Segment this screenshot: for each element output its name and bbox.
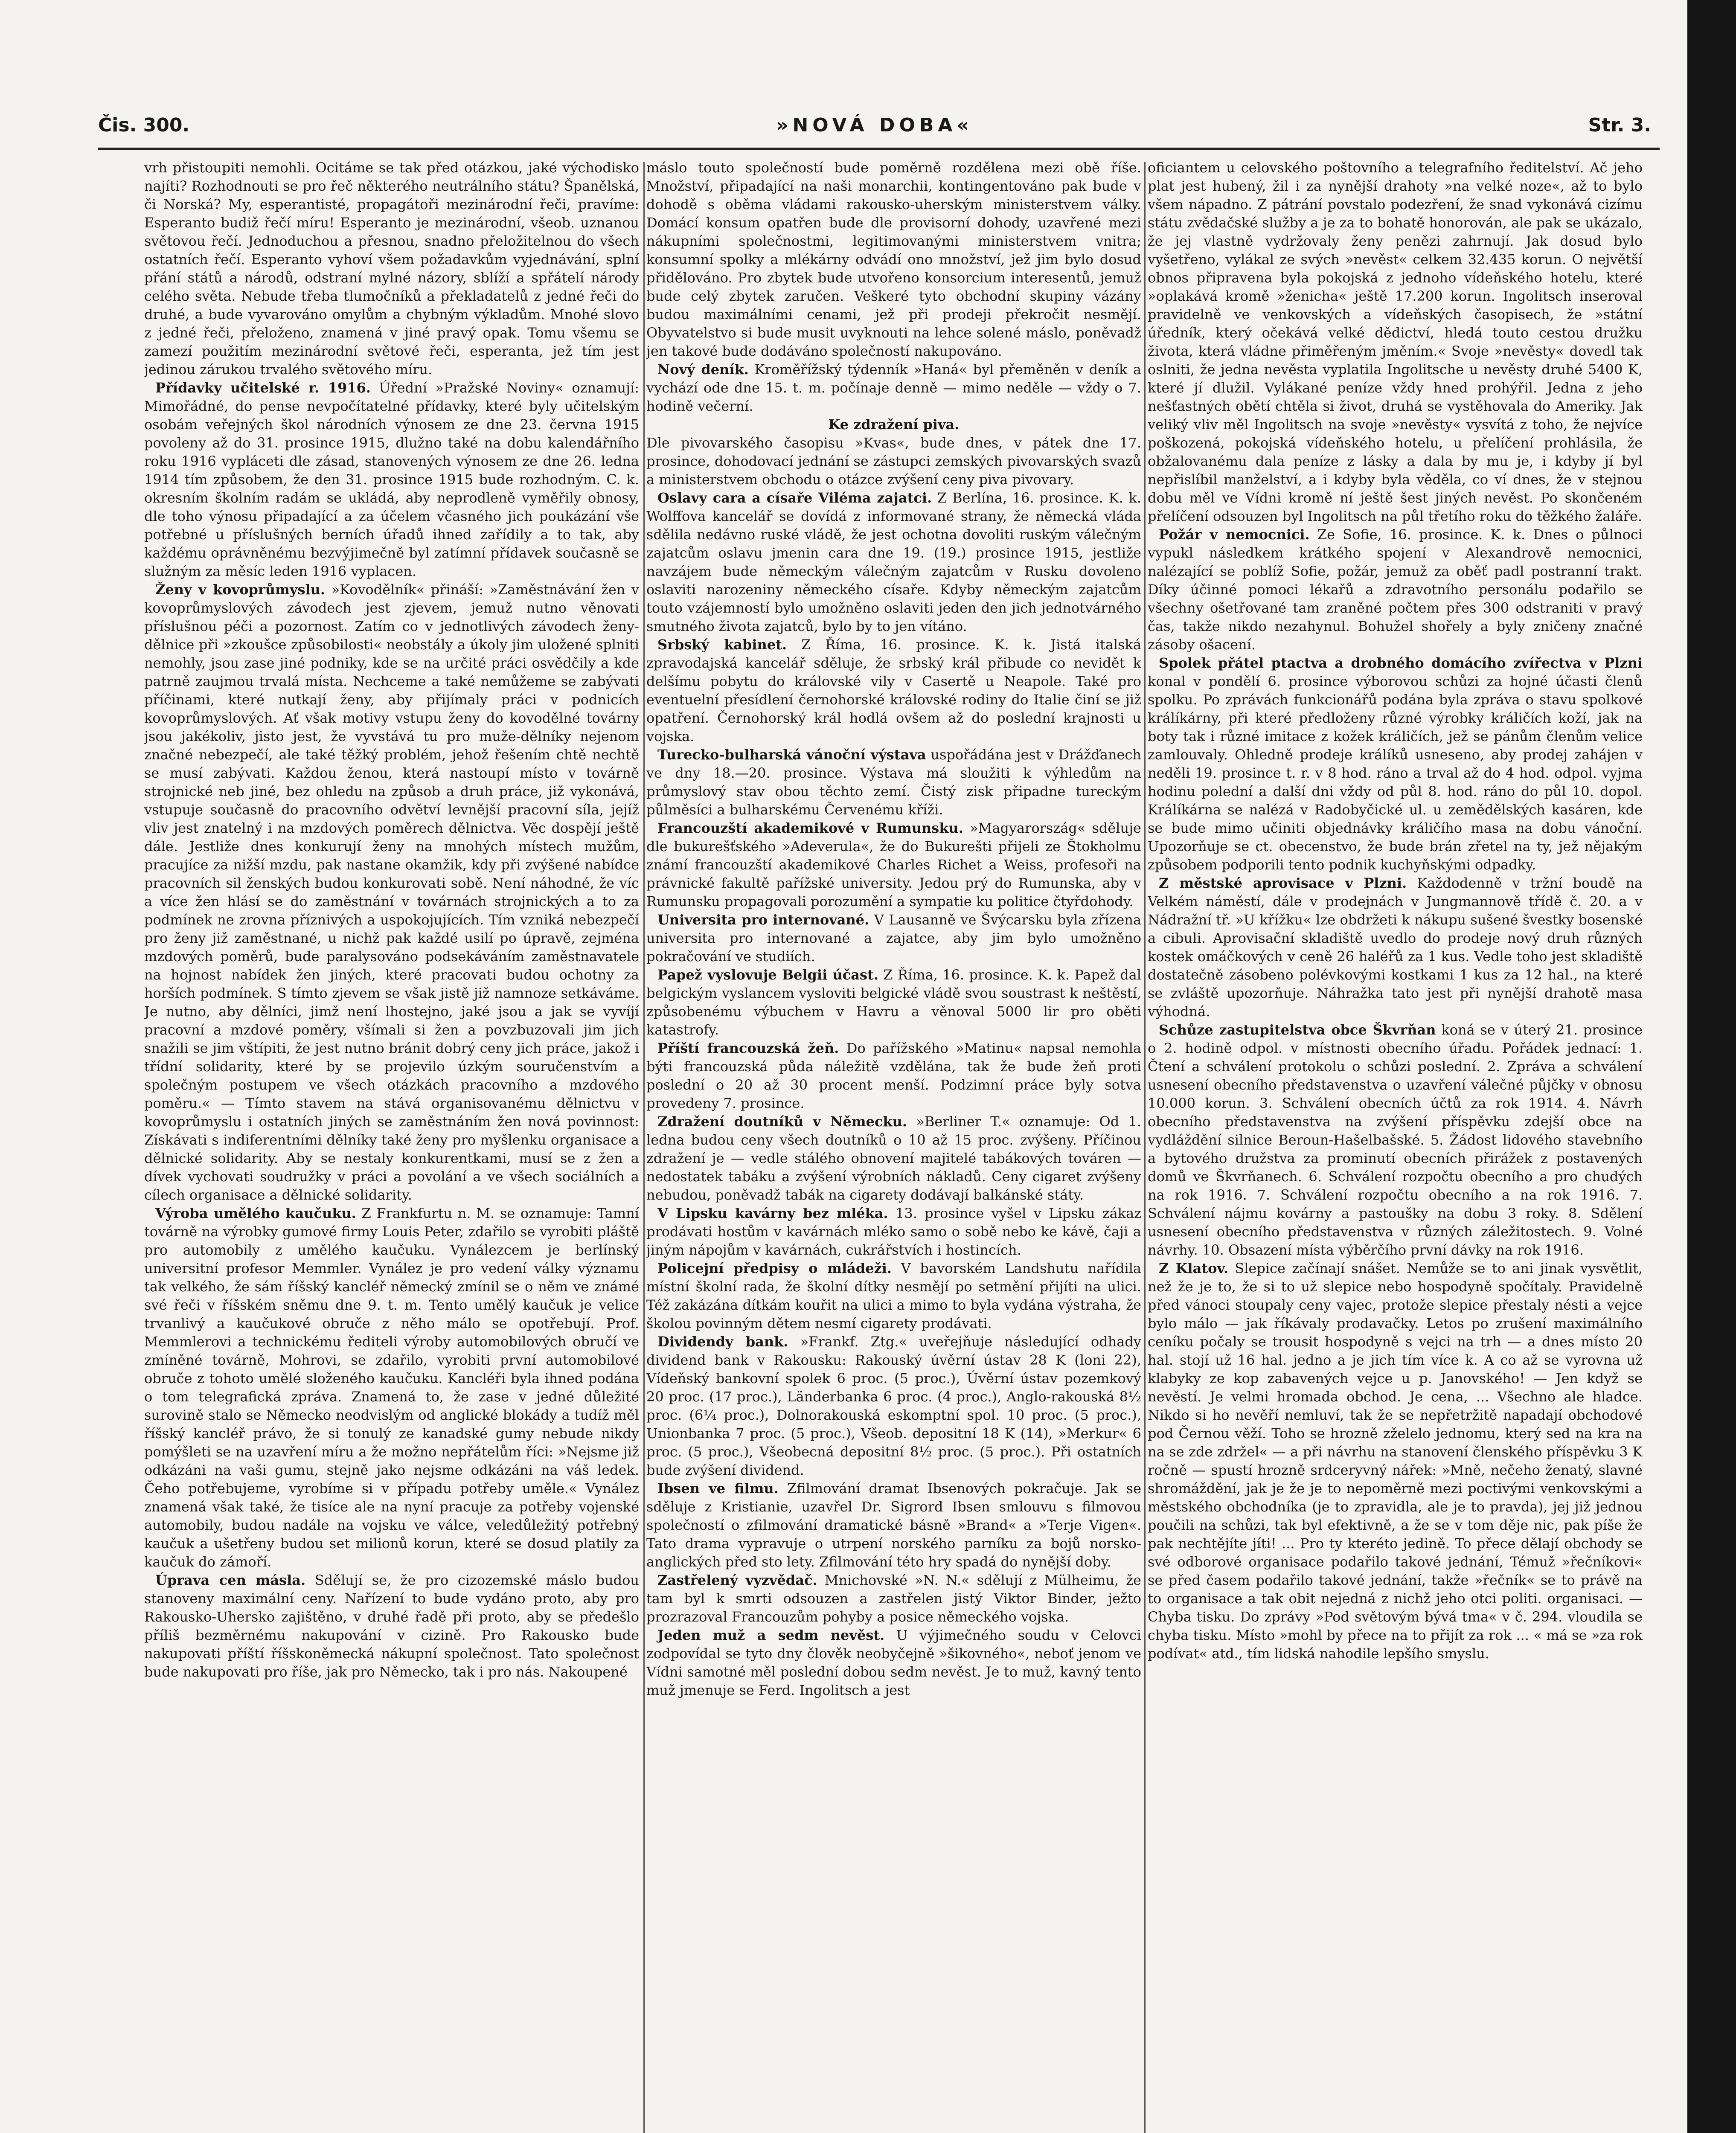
scan-edge [1687, 0, 1736, 2133]
article-text: »Magyarország« sděluje dle bukurešťského »Adeverula«, že do Bukurešti přijeli ze Štokholmu známí francouzští akademikové Charles Richet a Weiss, profesoři na právnické fakultě pařížské university. Jedou prý do Rumunska, aby v Rumunsku propagovali porozumění a sympatie ku politice čtyřdohody. [646, 820, 1141, 910]
article-heading: Ke zdražení piva. [828, 416, 960, 433]
article-text: Z Berlína, 16. prosince. K. k. Wolffova kancelář se dovídá z informované strany, že německá vláda sdělila nedávno ruské vládě, že jest ochotna dovoliti ruským válečným zajatcům oslavu jmenin cara dne 19. (19.) prosince 1915, jestliže navzájem bude německým válečným zajatcům v Rusku dovoleno oslaviti narozeniny německého císaře. Kdyby německým zajatcům touto vzájemností bylo umožněno oslaviti jeden den jich jednotvárného smutného života zajatců, bylo by to jen vítáno. [646, 490, 1141, 634]
article-text: »Frankf. Ztg.« uveřejňuje následující odhady dividend bank v Rakousku: Rakouský úvěrní ústav 28 K (loni 22), Vídeňský bankovní spolek 6 proc. (5 proc.), Úvěrní ústav pozemkový 20 proc. (17 proc.), Länderbanka 6 proc. (4 proc.), Anglo-rakouská 8½ proc. (6¼ proc.), Dolnorakouská eskomptní spol. 10 proc. (5 proc.), Unionbanka 7 proc. (5 proc.), Všeob. depositní 18 K (14), »Merkur« 6 proc. (5 proc.), Všeobecná depositní 8½ proc. (5 proc.). Při ostatních bude zvýšení dividend. [646, 1334, 1141, 1478]
article-text: Z Frankfurtu n. M. se oznamuje: Tamní továrně na výrobky gumové firmy Louis Peter, zdařilo se vyrobiti pláště pro automobily z umělého kaučuku. Vynálezcem je berlínský universitní profesor Memmler. Vynález je pro vedení války významu tak velkého, že sám říšský kancléř německý zmínil se o něm ve známé své řeči v říšském sněmu dne 9. t. m. Tento umělý kaučuk je velice trvanlivý a kaučukové obruče z něho málo se opotřebují. Prof. Memmlerovi a technickému řediteli výroby automobilových obručí ve zmíněné továrně, Mohrovi, se zdařilo, vyrobiti první automobilové obruče z tohoto umělé složeného kaučuku. Kancléři byla ihned podána o tom telegrafická zpráva. Znamená to, že zase v jedné důležité surovině stalo se Německo neodvislým od anglické blokády a tudíž měl říšský kancléř právo, že si tonulý ze kanadské gumy nebude nikdy pomýšleti se na uzavření míru a že možno nepřátelům říci: »Nejsme již odkázáni na vaši gumu, stejně jako nejsme odkázáni na váš ledek. Čeho potřebujeme, vyrobíme si v případu potřeby uměle.« Vynález znamená však také, že tisíce ale na nyní pracuje za potřeby vojenské automobily, budou nadále na vojsku ve válce, veledůležitý potřebný kaučuk a ušetřeny budou set milionů korun, které se dosud platily za kaučuk do zámoří. [144, 1205, 639, 1570]
article-text: Úřední »Pražské Noviny« oznamují: Mimořádné, do pense nevpočítatelné přídavky, které byly učitelským osobám veřejných škol národních výnosem ze dne 23. června 1915 povoleny až do 31. prosince 1915, dlužno také na dobu kalendářního roku 1916 vypláceti dle zásad, stanovených výnosem ze dne 26. ledna 1914 tím způsobem, že den 31. prosince 1915 bude rozhodným. C. k. okresním školním radám se ukládá, aby neprodleně vyměřily obnosy, dle toho výnosu připadající a za účelem včasného jich poukázání vše potřebné u příslušných berních úřadů ihned zařídily a to tak, aby každému oprávněnému bezvýjimečně byl zatímní přídavek současně se služným za měsíc leden 1916 vyplacen. [144, 380, 639, 579]
article-heading: Z Klatov. [1159, 1260, 1228, 1276]
page-number: Str. 3. [1588, 114, 1651, 136]
article-heading: Požár v nemocnici. [1159, 526, 1310, 543]
article-heading: Jeden muž a sedm nevěst. [657, 1627, 885, 1643]
article-paragraph [144, 159, 639, 379]
article-text: Sdělují se, že pro cizozemské máslo budou stanoveny maximální ceny. Nařízení to bude vydáno proto, aby pro Rakousko-Uhersko zajištěno, v druhé řadě při proto, aby se předešlo příliš bezměrnému nakupování v cizině. Pro Rakousko bude nakupovati příští říšskoněmecká nákupní společnost. Tato společnost bude nakupovati pro říše, jak pro Německo, tak i pro nás. Nakoupené [144, 1572, 639, 1680]
article-heading: Turecko-bulharská vánoční výstava [657, 747, 926, 763]
column-3 [1148, 159, 1643, 2133]
article-paragraph [1148, 526, 1643, 654]
article-text: koná se v úterý 21. prosince o 2. hodině odpol. v místnosti obecního úřadu. Pořádek jednací: 1. Čtení a schválení protokolu o schůzi poslední. 2. Zpráva a schválení usnesení obecního představenstva o uzavření válečné půjčky v obnosu 10.000 korun. 3. Schválení obecních účtů za rok 1914. 4. Návrh obecního představenstva na zvýšení příspěvku zdejší obce na vydláždění silnice Beroun-Hašelbašské. 5. Žádost lidového stavebního a bytového družstva za prominutí obecních přirážek z postavených domů ve Škvrňanech. 6. Schválení rozpočtu obecního a pro chudých na rok 1916. 7. Schválení rozpočtu obecního a na rok 1916. 7. Schválení nájmu kovárny a pastoušky na dobu 3 roky. 8. Sdělení usnesení obecního představenstva v různých záležitostech. 9. Volné návrhy. 10. Obsazení místa výběrčího první dávky na rok 1916. [1148, 1022, 1643, 1258]
article-paragraph [646, 1204, 1141, 1259]
article-text: uspořádána jest v Drážďanech ve dny 18.—20. prosince. Výstava má sloužiti k výhledům na průmyslový stav obou těchto zemí. Čistý zisk připadne tureckým půlměsíci a bulharskému Červenému kříži. [646, 747, 1141, 818]
article-paragraph [1148, 1259, 1643, 1663]
newspaper-title: »NOVÁ DOBA« [776, 114, 973, 136]
article-text: konal v pondělí 6. prosince výborovou schůzi za hojné účasti členů spolku. Po zprávách funkcionářů podána byla zpráva o stavu spolkové králíkárny, při které předloženy různé výrobky králičích koží, jak na boty tak i různé imitace z kožek králičích, jež se pánům členům velice zamlouvaly. Ohledně prodeje králíků usneseno, aby prodej zahájen v neděli 19. prosince t. r. v 8 hod. ráno a trval až do 4 hod. odpol. vyjma hodinu polední a další dni vždy od půl 8. hod. ráno do půl 10. dopol. Králíkárna se nalézá v Radobyčické ul. u zemědělských kasáren, kde se bude mimo učiniti objednávky králičího masa na dobu vánoční. Upozorňuje se ct. obecenstvo, že bude brán zřetel na ty, jež nějakým způsobem podporili tento podnik kuchyňskými odpadky. [1148, 673, 1643, 873]
masthead [98, 114, 1651, 140]
article-paragraph [144, 581, 639, 1204]
article-paragraph [646, 159, 1141, 360]
article-paragraph [646, 1571, 1141, 1626]
article-text: V bavorském Landshutu nařídila místní školní rada, že školní dítky nesmějí po setmění přijíti na ulici. Též zakázána dítkám kouřit na ulici a mimo to byla vydána výstraha, že školou povinným dětem nesmí cigarety prodávati. [646, 1260, 1141, 1331]
article-heading: Zastřelený vyzvědač. [657, 1572, 817, 1588]
article-text: U výjimečného soudu v Celovci zodpovídal se tyto dny člověk neobyčejně »šikovného«, neboť jenom ve Vídni samotné měl poslední dobou sedm nevěst. Je to muž, kavný tento muž jmenuje se Ferd. Ingolitsch a jest [646, 1627, 1141, 1698]
article-heading: Ženy v kovoprůmyslu. [155, 581, 326, 598]
article-text: Do pařížského »Matinu« napsal nemohla býti francouzská půda náležitě vzdělána, tak že bude žeň proti poslední o 20 až 30 procent menší. Podzimní práce byly sotva provedeny 7. prosince. [646, 1040, 1141, 1111]
article-paragraph [646, 636, 1141, 746]
article-text: »Berliner T.« oznamuje: Od 1. ledna budou ceny všech doutníků o 10 až 15 proc. zvýšeny. Příčinou zdražení je — vedle stálého obnovení majitelé tabákových továren — nedostatek tabáku a zvýšení výrobních nákladů. Ceny cigaret zvýšeny nebudou, poněvadž tabák na cigarety dodávají balkánské státy. [646, 1113, 1141, 1203]
article-text: 13. prosince vyšel v Lipsku zákaz prodávati hostům v kavárnách mléko samo o sobě nebo ke kávě, čaji a jiným nápojům v kavárnách, cukrářstvích i hostincích. [646, 1205, 1141, 1258]
article-paragraph [646, 1259, 1141, 1333]
article-paragraph [144, 1204, 639, 1571]
article-paragraph [1148, 654, 1643, 874]
article-paragraph [1148, 159, 1643, 526]
column-divider [643, 162, 645, 2133]
article-heading: Výroba umělého kaučuku. [155, 1205, 356, 1221]
article-paragraph [646, 911, 1141, 966]
article-paragraph [646, 1039, 1141, 1113]
article-heading: Nový deník. [657, 361, 749, 378]
article-paragraph [646, 1626, 1141, 1700]
article-heading: Schůze zastupitelstva obce Škvrňan [1159, 1022, 1436, 1038]
article-paragraph [646, 819, 1141, 911]
article-paragraph [646, 1479, 1141, 1571]
article-heading: Příští francouzská žeň. [657, 1040, 839, 1056]
column-divider [1144, 162, 1146, 2133]
article-heading: Dividendy bank. [657, 1334, 788, 1350]
article-heading: Universita pro internované. [657, 912, 869, 928]
article-text: Dle pivovarského časopisu »Kvas«, bude dnes, v pátek dne 17. prosince, dohodovací jednání se zástupci zemských pivovarských svazů a ministerstvem obchodu o otázce zvýšení ceny piva pivovary. [646, 435, 1141, 488]
article-heading: Policejní předpisy o mládeži. [657, 1260, 892, 1276]
article-text: máslo touto společností bude poměrně rozdělena mezi obě říše. Množství, připadající na naši monarchii, kontingentováno pak bude v dohodě s oběma vládami rakousko-uherským ministerstvem války. Domácí konsum opatřen bude dle provisorní dohody, uzavřené mezi nákupními společnostmi, legitimovanými ministerstvem vnitra; konsumní spolky a mlékárny odvádí ono množství, jež jim bylo dosud přidělováno. Pro zbytek bude utvořeno konsorcium interesentů, jemuž bude celý zbytek zaručen. Veškeré tyto obchodní skupiny vázány budou maximálními cenami, jež při prodeji překročit nesmějí. Obyvatelstvo si bude musit uvyknouti na lehce solené máslo, poněvadž jen takové bude dodáváno společností nakupováno. [646, 160, 1141, 359]
column-2 [646, 159, 1141, 2133]
article-heading: Z městské aprovisace v Plzni. [1159, 875, 1407, 891]
article-paragraph [1148, 874, 1643, 1021]
article-paragraph [646, 489, 1141, 636]
article-text: Z Říma, 16. prosince. K. k. Papež dal belgickým vyslancem vysloviti belgické vládě svou soustrast k neštěstí, způsobenému výbuchem v Havru a věnoval 5000 lir pro oběti katastrofy. [646, 967, 1141, 1038]
article-paragraph [144, 1571, 639, 1681]
article-heading: Papež vyslovuje Belgii účast. [657, 967, 878, 983]
article-text: oficiantem u celovského poštovního a telegrafního ředitelství. Ač jeho plat jest hubený, žil i za nynější drahoty »na velké noze«, až to bylo všem nápadno. Z pátrání povstalo podezření, že snad vykonává cizímu státu zvědačské služby a je za to bohatě honorován, ale pak se ukázalo, že jej vlastně vydržovaly ženy penězi zahrnují. Jak dosud bylo vyšetřeno, vylákal ze svých »nevěst« celkem 32.435 korun. O největší obnos připravena byla pokojská z jednoho vídeňského hotelu, které »oplakává kromě »ženicha« ještě 17.200 korun. Ingolitsch inseroval pravidelně ve venkovských a vídeňských časopisech, že »státní úředník, který očekává velké dědictví, hledá touto cestou družku života, která vládne přiměřeným jměním.« Svoje »nevěsty« dovedl tak oslniti, že jedna nevěsta vyplatila Ingolitsche u nevěsty druhé 5400 K, které jí dlužil. Vylákané peníze vždy hned prohýřil. Jedna z jeho nešťastných obětí chtěla si život, druhá se vystěhovala do Ameriky. Jak veliký vliv měl Ingolitsch na svoje »nevěsty« vysvítá z toho, že nejvíce poškozená, pokojská vídeňského hotelu, u přelíčení prohlásila, že obžalovanému dala peníze z lásky a dala by mu je, i kdyby jí byl nepřislíbil manželství, a i kdyby byla věděla, co ví dnes, že v stejnou dobu měl ve Vídni kromě ní ještě šest jiných nevěst. Po skončeném přelíčení odsouzen byl Ingolitsch na půl třetího roku do těžkého žaláře. [1148, 160, 1643, 524]
article-paragraph [144, 379, 639, 581]
article-text: vrh přistoupiti nemohli. Ocitáme se tak před otázkou, jaké východisko najíti? Rozhodnouti se pro řeč některého neutrálního státu? Španělská, či Norská? My, esperantisté, propagátoři mezinárodní řeči, pravíme: Esperanto budiž řečí míru! Esperanto je mezinárodní, všeob. uznanou světovou řečí. Jednoduchou a přesnou, snadno přeložitelnou do všech ostatních řečí. Esperanto vyhoví všem požadavkům vyjednávání, splní přání států a národů, odstraní mylné názory, sblíží a spřátelí národy celého světa. Nebude třeba tlumočníků a překladatelů z jedné řeči do druhé, a bude vyvarováno omylům a chybným výkladům. Mnohé slovo z jedné řeči, přeloženo, znamená v jiné pravý opak. Tomu všemu se zamezí použitím mezinárodní světové řeči, esperanta, jež tím jest jedinou zárukou trvalého světového míru. [144, 160, 639, 378]
issue-number: Čis. 300. [98, 114, 190, 136]
article-text: Ze Sofie, 16. prosince. K. k. Dnes o půlnoci vypukl následkem krátkého spojení v Alexandrově nemocnici, nalézající se poblíž Sofie, požár, jemuž za oběť padl postranní trakt. Díky účinné pomoci lékařů a zdravotního personálu podařilo se všechny ošetřované tam zraněné počtem přes 300 odstraniti v pravý čas, takže nikdo nezahynul. Bohužel shořely a byly zničeny značné zásoby ošacení. [1148, 526, 1643, 653]
article-heading: Přídavky učitelské r. 1916. [155, 380, 371, 396]
article-paragraph [646, 1113, 1141, 1204]
article-heading: V Lipsku kavárny bez mléka. [657, 1205, 888, 1221]
article-text: Slepice začínají snášet. Nemůže se to ani jinak vysvětlit, než že je to, že si to už slepice nebo hospodyně spočítaly. Pravidelně před vánoci stoupaly ceny vajec, protože slepice přestaly nésti a vejce bylo málo — jak říkávaly prodavačky. Letos po zrušení maximálního ceníku počaly se trousit hospodyně s vejci na trh — a dnes místo 20 hal. stojí už 16 hal. jedno a je jich tím více k. A co až se vyrovna už klabyky ze kop zabavených vejce u p. Janovského! — Jen když se nevěstí. Je velmi hromada obchod. Je cena, ... Všechno ale hladce. Nikdo si ho nevěří nemluví, tak že se nepřetržitě napadají obchodové pod Černou věží. Toho se hrozně zželelo jednomu, který sed na kra na na se zde zdržel« — a při návrhu na stanovení členského příspěvku 3 K ročně — spustí hrozně srdceryvný nářek: »Mně, nečeho ženatý, slavné shromáždění, jak je že je to nepoměrně mezi poctivými venkovskými a městského obchodníka (je to zpravidla, ale je to pravda), jej již jednou poučili na schůzi, tak byl efektivně, a že se v tom děje nic, pak píše že pak nechtějíte jíti! ... Pro ty kteréto jedině. To přece dělají obchody se své odborové organisace podařilo takové jednání, Témuž »řečníkovi« se před časem podařilo takové jednání, takže »řečník« se to právě na to organisace a tak obit nejedná z nichž jeho otci politi. organisaci. — Chyba tisku. Do zprávy »Pod světovým bývá tma« v č. 294. vloudila se chyba tisku. Místo »mohl by přece na to přijít za rok ... « má se »za rok podívat« atd., tím lidská nahodile lepšího smyslu. [1148, 1260, 1643, 1662]
article-paragraph [646, 416, 1141, 489]
column-1 [144, 159, 639, 2133]
article-text: Mnichovské »N. N.« sdělují z Mülheimu, že tam byl k smrti odsouzen a zastřelen jistý Viktor Binder, ježto prozrazoval Francouzům pohyby a posice německého vojska. [646, 1572, 1141, 1625]
article-paragraph [646, 360, 1141, 416]
article-heading: Srbský kabinet. [657, 636, 787, 653]
article-paragraph [646, 966, 1141, 1039]
header-rule [98, 148, 1660, 150]
article-text: Zfilmování dramat Ibsenových pokračuje. Jak se sděluje z Kristianie, uzavřel Dr. Sigrord Ibsen smlouvu s filmovou společností o zfilmování dramatické básně »Brand« a »Terje Vigen«. Tato drama vypravuje o utrpení norského parníku za bojů norsko-anglických před sto lety. Zfilmování této hry spadá do nynější doby. [646, 1480, 1141, 1570]
article-heading: Úprava cen másla. [155, 1572, 306, 1588]
article-text: Z Říma, 16. prosince. K. k. Jistá italská zpravodajská kancelář sděluje, že srbský král přibude co nevidět k delšímu pobytu do královské vily v Casertě u Neapole. Také pro eventuelní přesídlení černohorské královské rodiny do Italie činí se již opatření. Černohorský král hodlá ovšem až do poslední krajnosti u vojska. [646, 636, 1141, 744]
article-text: V Lausanně ve Švýcarsku byla zřízena universita pro internované a zajatce, aby jim bylo umožněno pokračování ve studiích. [646, 912, 1141, 965]
article-heading: Zdražení doutníků v Německu. [657, 1113, 907, 1130]
article-heading: Francouzští akademikové v Rumunsku. [657, 820, 963, 836]
article-paragraph [1148, 1021, 1643, 1259]
article-paragraph [646, 746, 1141, 819]
article-text: Každodenně v tržní boudě na Velkém náměstí, dále v prodejnách v Jungmannově třídě č. 20. a v Nádražní tř. »U křížku« lze obdržeti k nákupu sušené švestky bosenské a cibuli. Aprovisační skladiště uvedlo do prodeje nový druh různých kostek omáčkových v ceně 26 haléřů za 1 kus. Vedle toho jest skladiště dostatečně zásobeno polévkovými kostkami 1 kus za 12 hal., na které se zvláště upozorňuje. Náhražka tato jest při nynější drahotě masa výhodná. [1148, 875, 1643, 1020]
article-paragraph [646, 1333, 1141, 1479]
article-text: Kroměřížský týdenník »Haná« byl přeměněn v deník a vychází ode dne 15. t. m. počínaje denně — mimo neděle — vždy o 7. hodině večerní. [646, 361, 1141, 414]
article-text: »Kovodělník« přináší: »Zaměstnávání žen v kovoprůmyslových závodech jest zjevem, jemuž nutno věnovati příslušnou péči a pozornost. Zatím co v jednotlivých závodech ženy-dělnice při »zkoušce způsobilosti« neobstály a úkoly jim uložené splniti nemohly, jsou zase jiné podniky, kde se na určité práci osvědčily a kde patrně zaujmou trvalá místa. Nechceme a také nemůžeme se zabývati příčinami, které nutkají ženy, aby přijímaly práci v podnicích kovoprůmyslových. Ať však motivy vstupu ženy do kovodělné továrny jsou jakékoliv, jisto jest, že vyvstává tu pro muže-dělníky nejenom značné nebezpečí, ale také těžký problém, jehož řešením chtě nechtě se musí zabývati. Každou ženou, která nastoupí místo v továrně strojnické neb jiné, bez ohledu na způsob a druh práce, již vykonává, vstupuje současně do pracovního odvětví levnější pracovní síla, jejíž vliv jest znatelný i na mzdových poměrech dělnictva. Věc dospějí ještě dále. Jestliže dnes konkurují ženy na mnohých místech mužům, pracujíce za nižší mzdu, pak nastane okamžik, kdy při zvýšené nabídce pracovních sil ženských budou konkurovati sobě. Není náhodné, že víc a více žen hlásí se do zaměstnání v továrnách strojnických a to za podmínek ne zrovna příznivých a uspokojujících. Tím vzniká nebezpečí pro ženy již zaměstnané, u nichž pak každé usilí po úpravě, zejména mzdových poměrů, bude paralysováno podsekáváním zaměstnavatele na hojnost nabídek žen jiných, které pracovati budou ochotny za horších podmínek. S tímto zjevem se však jistě již namnoze setkáváme. Je nutno, aby dělníci, jimž není lhostejno, jaké jsou a jak se vyvíjí pracovní a mzdové poměry, všímali si žen a povzbuzovali jim jich snažili se jim vštípiti, že jest nutno bránit dobrý ceny jich práce, jakož i třídní solidarity, které by se projevilo úzkým souručenstvím a společným postupem ve všech otázkách pracovního a mzdového poměru.« — Tímto stavem na stává organisovanému dělnictvu v kovoprůmyslu i ostatních jiných se zaměstnáním žen nová povinnost: Získávati s indiferentními dělníky také ženy pro myšlenku organisace a dělnické solidarity. Aby se nestaly konkurentkami, musí se z žen a dívek vychovati soudružky v práci a povolání a ve všech sociálních a cílech organisace a dělnické solidarity. [144, 581, 639, 1203]
article-heading: Ibsen ve filmu. [657, 1480, 779, 1497]
article-heading: Spolek přátel ptactva a drobného domácího zvířectva v Plzni [1159, 655, 1643, 671]
article-heading: Oslavy cara a císaře Viléma zajatci. [657, 490, 932, 506]
